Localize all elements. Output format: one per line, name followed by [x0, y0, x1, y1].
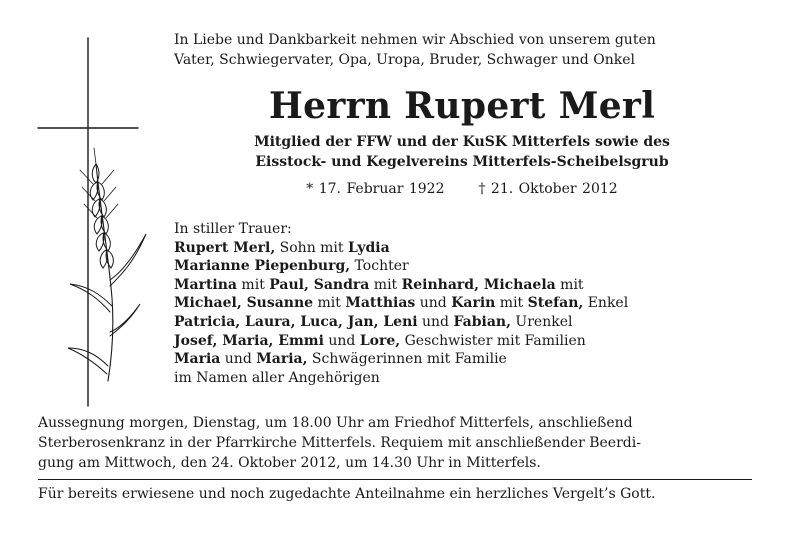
mourner-name: Fabian,: [453, 313, 511, 330]
mourners-heading: In stiller Trauer:: [174, 221, 292, 237]
service-line: Sterberosenkranz in der Pfarrkirche Mitterfels. Requiem mit anschließender Beerdi-: [38, 435, 641, 451]
mourner-line: [174, 332, 764, 351]
mourner-relation: mit: [313, 295, 346, 312]
mourner-relation: Geschwister mit Familien: [400, 332, 586, 349]
service-line: Aussegnung morgen, Dienstag, um 18.00 Uhr am Friedhof Mitterfels, anschließend: [38, 415, 633, 431]
mourner-relation: mit: [495, 295, 528, 312]
mourner-name: Lydia: [348, 239, 390, 256]
mourner-name: Josef, Maria, Emmi: [174, 332, 324, 349]
death-date: † 21. Oktober 2012: [478, 181, 618, 197]
mourner-name: Lore,: [359, 332, 401, 349]
mourner-relation: im Namen aller Angehörigen: [174, 369, 380, 386]
mourner-relation: Sohn mit: [275, 239, 348, 256]
mourner-name: Stefan,: [527, 295, 584, 312]
membership-line: Mitglied der FFW und der KuSK Mitterfels sowie des: [254, 134, 670, 150]
mourner-line: [174, 313, 764, 332]
intro-line: In Liebe und Dankbarkeit nehmen wir Abschied von unserem guten: [174, 32, 656, 48]
mourner-relation: mit: [369, 276, 402, 293]
deceased-name: Herrn Rupert Merl: [268, 85, 656, 127]
mourner-relation: Tochter: [350, 258, 409, 275]
mourner-relation: mit: [555, 276, 584, 293]
mourner-relation: und: [323, 332, 360, 349]
mourner-name: Paul, Sandra: [269, 276, 370, 293]
mourner-relation: und: [417, 313, 454, 330]
mourner-name: Rupert Merl,: [174, 239, 276, 256]
mourner-name: Maria: [174, 351, 221, 368]
life-dates: [174, 179, 750, 199]
mourner-name: Patricia, Laura, Luca, Jan, Leni: [174, 313, 418, 330]
mourner-line: [174, 350, 764, 369]
service-line: gung am Mittwoch, den 24. Oktober 2012, um 14.30 Uhr in Mitterfels.: [38, 455, 541, 471]
mourner-line: [174, 239, 764, 258]
mourners-list: [174, 220, 764, 387]
cross-with-wheat-icon: [30, 36, 150, 408]
service-announcement: [38, 413, 754, 473]
intro-text: [174, 30, 764, 70]
mourner-line: [174, 276, 764, 295]
mourner-line: [174, 294, 764, 313]
divider: [38, 479, 752, 480]
mourner-relation: Enkel: [583, 295, 629, 312]
mourner-name: Reinhard, Michaela: [401, 276, 556, 293]
memberships: [174, 132, 750, 172]
mourner-name: Marianne Piepenburg,: [174, 258, 351, 275]
thanks-note: Für bereits erwiesene und noch zugedachte Anteilnahme ein herzliches Vergelt’s Gott.: [38, 486, 656, 502]
mourner-relation: Schwägerinnen mit Familie: [307, 351, 507, 368]
mourner-name: Michael, Susanne: [174, 295, 314, 312]
mourner-relation: und: [220, 351, 257, 368]
mourner-line: [174, 257, 764, 276]
mourner-relation: und: [415, 295, 452, 312]
membership-line: Eisstock- und Kegelvereins Mitterfels-Scheibelsgrub: [255, 154, 669, 170]
birth-date: * 17. Februar 1922: [306, 181, 445, 197]
mourner-name: Martina: [174, 276, 237, 293]
mourner-name: Matthias: [345, 295, 416, 312]
mourner-name: Maria,: [256, 351, 308, 368]
intro-line: Vater, Schwiegervater, Opa, Uropa, Bruder, Schwager und Onkel: [174, 52, 635, 68]
mourner-relation: Urenkel: [510, 313, 573, 330]
mourner-relation: mit: [236, 276, 270, 293]
mourner-name: Karin: [451, 295, 496, 312]
mourner-line: [174, 369, 764, 388]
